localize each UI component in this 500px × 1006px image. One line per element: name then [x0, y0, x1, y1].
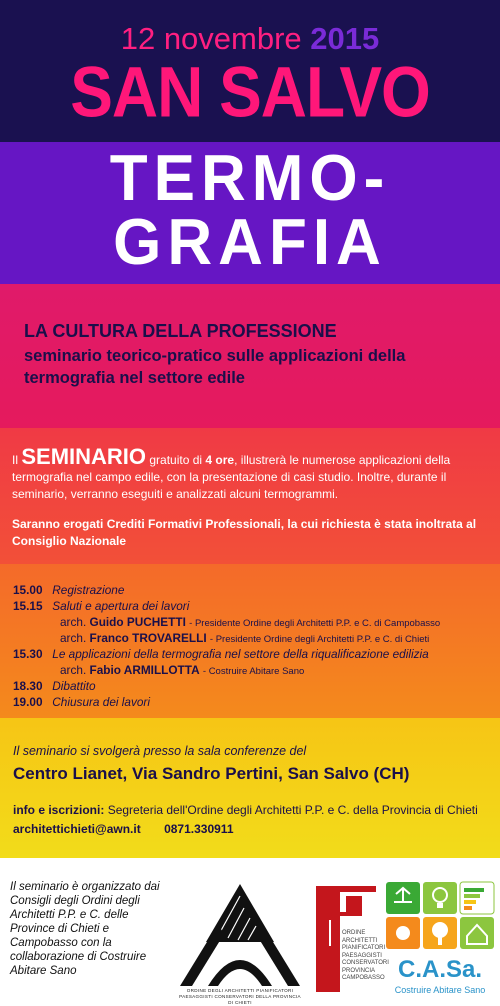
recycle-icon — [386, 882, 420, 914]
cb-logo-line: ORDINE — [342, 930, 366, 936]
program-time: 19.00 — [13, 695, 43, 709]
program-band — [0, 564, 500, 718]
info-label: info e iscrizioni: — [13, 803, 105, 817]
header-band — [0, 0, 500, 142]
credits-notice: Saranno erogati Crediti Formativi Professionali, la cui richiesta è stata inoltrata al Consiglio Nazionale — [12, 517, 477, 548]
culture-subtitle: seminario teorico-pratico sulle applicazioni della termografia nel settore edile — [24, 347, 406, 387]
program-speaker — [13, 662, 493, 678]
program-item — [13, 646, 493, 662]
contact-phone: 0871.330911 — [164, 822, 234, 836]
main-title-line-1: TERMO- — [109, 142, 391, 215]
speaker-role: - Costruire Abitare Sano — [202, 666, 305, 677]
seminar-text-after-duration: , illustrerà le numerose applicazioni della termografia nel campo edile, con la presentazione di casi studio. Inoltre, durante il seminario, verranno eseguiti e analizzati alcuni termogrammi. — [12, 453, 451, 501]
program-speaker — [13, 614, 493, 630]
program-title: Saluti e apertura dei lavori — [52, 599, 190, 613]
sun-icon — [386, 917, 420, 949]
cb-logo-line: PROVINCIA — [342, 967, 376, 974]
event-city: SAN SALVO — [70, 51, 430, 133]
seminar-intro-prefix: Il — [12, 453, 18, 467]
casa-name: C.A.Sa. — [397, 956, 483, 983]
venue-band — [0, 718, 500, 858]
info-text: Segreteria dell'Ordine degli Architetti P.P. e C. della Provincia di Chieti — [107, 803, 478, 817]
program-list — [13, 582, 493, 710]
program-time: 15.00 — [13, 583, 43, 597]
program-title: Registrazione — [52, 583, 125, 597]
speaker-role: - Presidente Ordine degli Architetti P.P. e C. di Campobasso — [189, 618, 441, 629]
program-speaker — [13, 630, 493, 646]
main-title-line-2: GRAFIA — [113, 206, 387, 279]
program-title: Dibattito — [52, 679, 96, 693]
cb-logo-line: PIANIFICATORI — [342, 945, 386, 951]
cb-logo-line: PAESAGGISTI — [342, 952, 382, 959]
tree-icon — [423, 917, 457, 949]
culture-heading: LA CULTURA DELLA PROFESSIONE — [24, 321, 337, 341]
title-band — [0, 142, 500, 284]
ordine-chieti-caption: ORDINE DEGLI ARCHITETTI PIANIFICATORI PAESAGGISTI CONSERVATORI DELLA PROVINCIA DI CHIETI — [179, 988, 301, 1005]
contact-line — [13, 822, 234, 836]
program-time: 18.30 — [13, 679, 43, 693]
organizers-band — [0, 858, 500, 1005]
speaker-name: Fabio ARMILLOTTA — [89, 663, 200, 677]
casa-subtitle: Costruire Abitare Sano — [394, 985, 486, 995]
contact-email: architettichieti@awn.it — [13, 822, 141, 836]
info-line — [13, 803, 478, 817]
ordine-chieti-logo — [178, 874, 302, 996]
speaker-prefix: arch. — [60, 615, 87, 629]
organizers-text: Il seminario è organizzato dai Consigli degli Ordini degli Architetti P.P. e C. delle Province di Chieti e Campobasso con la collaborazione di Costruire Abitare Sano — [10, 881, 160, 977]
venue-place: Centro Lianet, Via Sandro Pertini, San Salvo (CH) — [13, 764, 410, 783]
program-item — [13, 598, 493, 614]
casa-icons-logo — [384, 880, 496, 950]
event-year: 2015 — [310, 21, 380, 56]
speaker-prefix: arch. — [60, 631, 87, 645]
program-time: 15.30 — [13, 647, 43, 661]
cb-logo-line: CONSERVATORI — [342, 960, 389, 966]
seminar-text-before-duration: gratuito di — [149, 453, 203, 467]
seminar-band — [0, 428, 500, 564]
speaker-prefix: arch. — [60, 663, 87, 677]
program-title: Le applicazioni della termografia nel settore della riqualificazione edilizia — [52, 647, 429, 661]
house-icon — [460, 917, 494, 949]
seminar-description — [12, 444, 488, 503]
ordine-campobasso-text — [342, 930, 389, 983]
culture-band — [0, 284, 500, 428]
event-day-month: 12 novembre — [120, 21, 302, 56]
speaker-name: Franco TROVARELLI — [89, 631, 207, 645]
seminar-duration: 4 ore — [205, 453, 235, 467]
speaker-role: - Presidente Ordine degli Architetti P.P. e C. di Chieti — [209, 634, 430, 645]
program-time: 15.15 — [13, 599, 43, 613]
energy-rating-icon — [460, 882, 494, 914]
program-item — [13, 694, 493, 710]
bulb-icon — [423, 882, 457, 914]
cb-logo-line: CAMPOBASSO — [342, 975, 385, 981]
program-item — [13, 678, 493, 694]
speaker-name: Guido PUCHETTI — [89, 615, 186, 629]
program-title: Chiusura dei lavori — [52, 695, 150, 709]
seminar-keyword: SEMINARIO — [21, 444, 147, 469]
program-item — [13, 582, 493, 598]
cb-logo-line: ARCHITETTI — [342, 937, 378, 944]
venue-intro: Il seminario si svolgerà presso la sala conferenze del — [13, 744, 307, 758]
